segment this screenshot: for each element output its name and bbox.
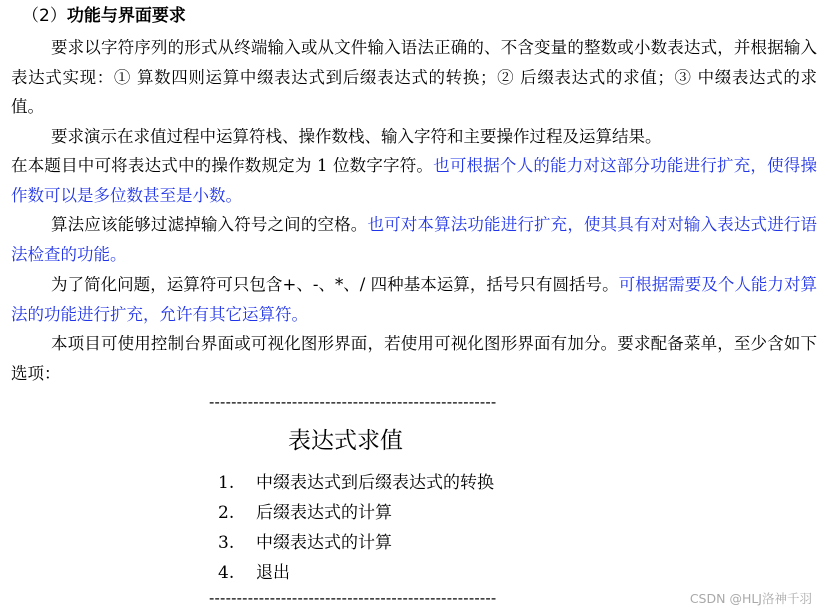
paragraph-requirements [11,33,817,122]
menu-separator-top: ---------------------------------------------------- [209,394,497,411]
menu-item-label: 中缀表达式到后缀表达式的转换 [256,473,494,493]
menu-item-label: 中缀表达式的计算 [256,533,392,553]
section-title: 功能与界面要求 [66,6,186,26]
menu-item-label: 退出 [256,563,290,583]
paragraph-operands [11,151,817,210]
menu-item [218,561,290,585]
menu-item-label: 后缀表达式的计算 [256,503,392,523]
section-number: （2） [22,6,67,26]
section-heading [22,4,186,28]
paragraph-extension-text: 也可根据个人的能力对这部分功能进行扩充，使得操作数可以是多位数甚至是小数。 [11,156,817,205]
paragraph-text: 在本题目中可将表达式中的操作数规定为 1 位数字字符。 [11,156,434,175]
menu-title: 表达式求值 [288,428,403,454]
paragraph-extension-text: 也可对本算法功能进行扩充，使其具有对对输入表达式进行语法检查的功能。 [11,215,818,264]
paragraph-text: 要求以字符序列的形式从终端输入或从文件输入语法正确的、不含变量的整数或小数表达式，并根据输入表达式实现：① 算数四则运算中缀表达式到后缀表达式的转换；② 后缀表达式的求值；③ 中缀表达式的求值。 [11,38,817,116]
menu-item-number: 2. [218,503,235,523]
paragraph-demo [11,122,817,152]
csdn-watermark: CSDN @HLJ洛神千羽 [689,591,812,606]
menu-item [218,501,392,525]
paragraph-operators [11,270,817,329]
menu-item-number: 1. [218,473,235,493]
paragraph-interface [11,329,817,388]
paragraph-text: 算法应该能够过滤掉输入符号之间的空格。 [51,215,368,234]
paragraph-text: 本项目可使用控制台界面或可视化图形界面，若使用可视化图形界面有加分。要求配备菜单，至少含如下选项： [11,334,817,383]
menu-item [218,471,494,495]
menu-item-number: 4. [218,563,235,583]
paragraph-text: 为了简化问题，运算符可只包含+、-、*、/ 四种基本运算，括号只有圆括号。 [51,275,619,294]
paragraph-extension-text: 可根据需要及个人能力对算法的功能进行扩充，允许有其它运算符。 [11,275,817,324]
menu-item-number: 3. [218,533,235,553]
paragraph-spaces [11,210,817,269]
paragraph-text: 要求演示在求值过程中运算符栈、操作数栈、输入字符和主要操作过程及运算结果。 [51,127,662,146]
menu-separator-bottom: ---------------------------------------------------- [209,590,497,607]
menu-item [218,531,392,555]
